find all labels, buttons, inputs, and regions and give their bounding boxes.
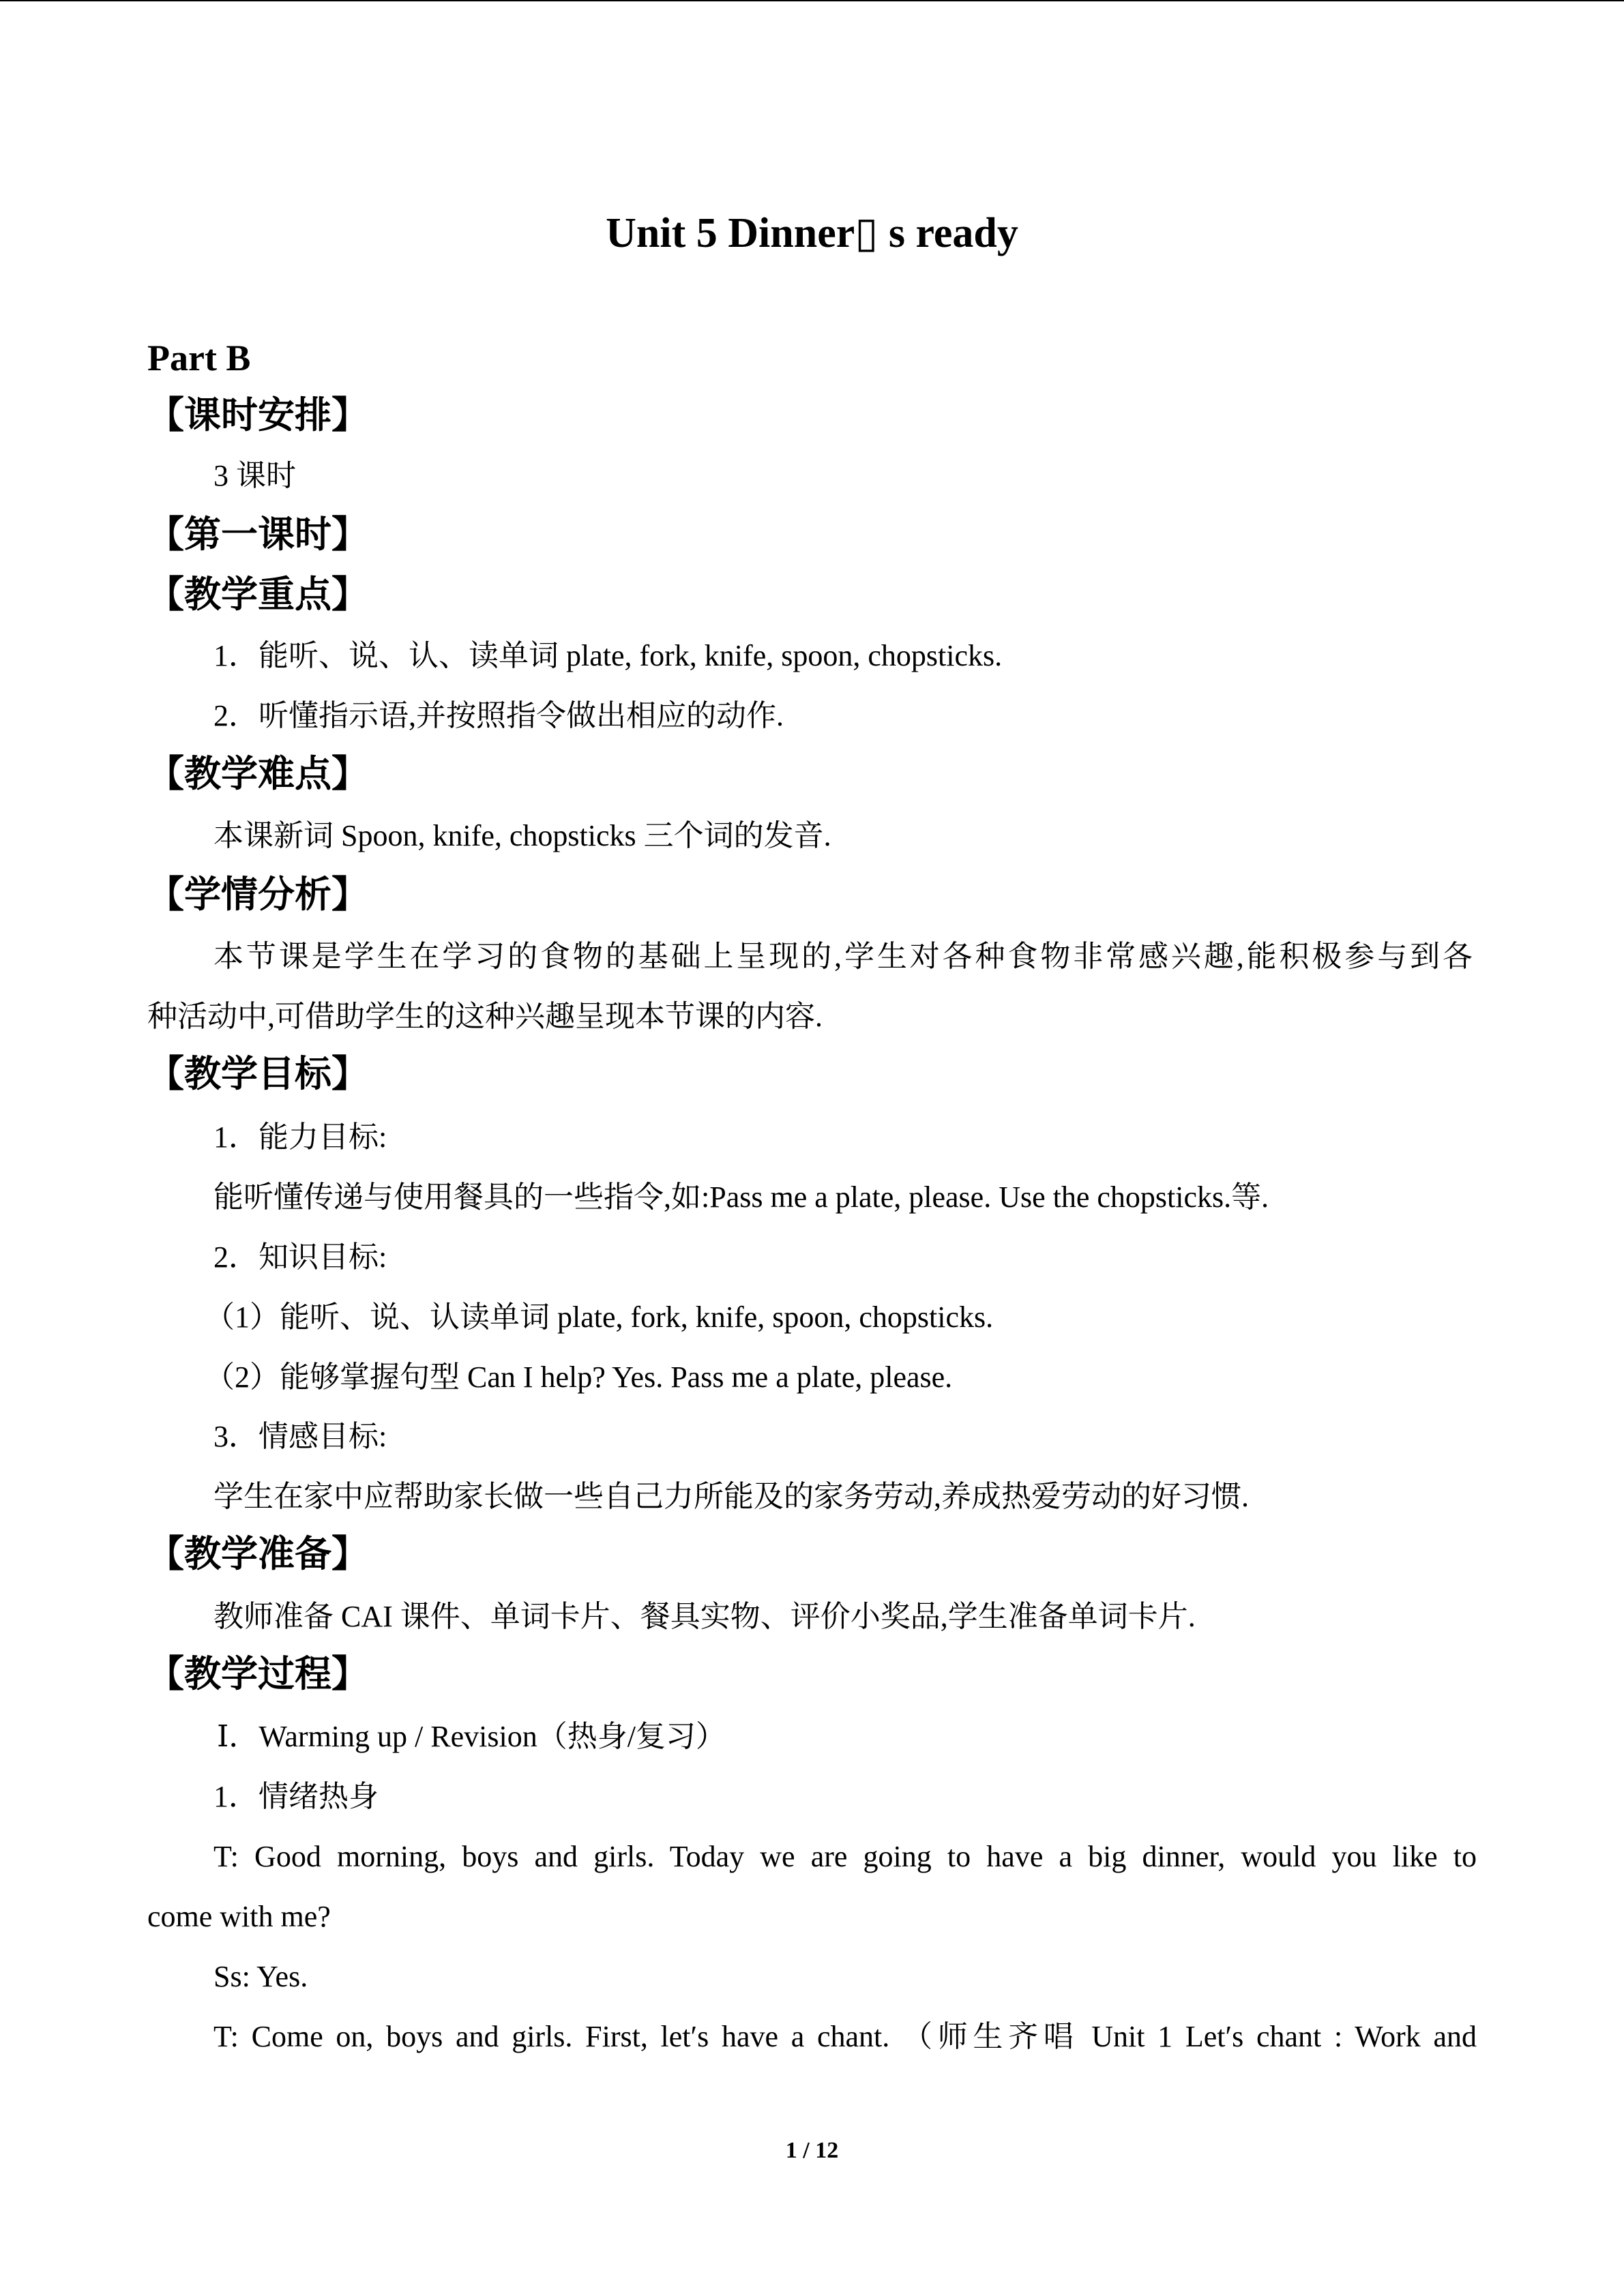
page-number: 1 / 12 xyxy=(785,2138,839,2163)
document-title: Unit 5 Dinner▯ s ready xyxy=(606,210,1018,256)
section-heading-process: 【教学过程】 xyxy=(147,1652,368,1695)
section-heading-lesson1: 【第一课时】 xyxy=(147,513,368,556)
analysis-paragraph-line: 种活动中,可借助学生的这种兴趣呈现本节课的内容. xyxy=(147,1000,823,1033)
objective-heading: 3．情感目标: xyxy=(213,1420,387,1453)
section-heading-preparation: 【教学准备】 xyxy=(147,1532,368,1575)
dialog-line: T: Good morning, boys and girls. Today we are going to have a big dinner, would you like to xyxy=(213,1840,1477,1873)
objective-text: （2）能够掌握句型 Can I help? Yes. Pass me a plate, please. xyxy=(205,1360,953,1394)
dialog-line: T: Come on, boys and girls. First, let′s have a chant. （师生齐唱 Unit 1 Let′s chant : Work and xyxy=(213,2020,1477,2053)
objective-text: 学生在家中应帮助家长做一些自己力所能及的家务劳动,养成热爱劳动的好习惯. xyxy=(213,1480,1249,1513)
objective-heading: 2．知识目标: xyxy=(213,1240,387,1274)
section-heading-schedule: 【课时安排】 xyxy=(147,393,368,436)
section-heading-keypoints: 【教学重点】 xyxy=(147,573,368,616)
schedule-text: 3 课时 xyxy=(213,459,296,492)
objective-text: 能听懂传递与使用餐具的一些指令,如:Pass me a plate, please. Use the chopsticks.等. xyxy=(213,1180,1269,1214)
section-heading-difficulties: 【教学难点】 xyxy=(147,752,368,795)
objective-text: （1）能听、说、认读单词 plate, fork, knife, spoon, chopsticks. xyxy=(205,1300,994,1334)
section-heading-objectives: 【教学目标】 xyxy=(147,1052,368,1095)
objective-heading: 1．能力目标: xyxy=(213,1120,387,1154)
preparation-text: 教师准备 CAI 课件、单词卡片、餐具实物、评价小奖品,学生准备单词卡片. xyxy=(213,1600,1196,1633)
analysis-paragraph-line: 本节课是学生在学习的食物的基础上呈现的,学生对各种食物非常感兴趣,能积极参与到各 xyxy=(213,940,1473,973)
keypoint-item: 2．听懂指示语,并按照指令做出相应的动作. xyxy=(213,699,784,732)
section-heading-analysis: 【学情分析】 xyxy=(147,873,368,916)
difficulty-text: 本课新词 Spoon, knife, chopsticks 三个词的发音. xyxy=(213,819,831,852)
part-heading: Part B xyxy=(147,338,251,378)
process-step: Ⅰ．Warming up / Revision（热身/复习） xyxy=(217,1720,726,1753)
keypoint-item: 1．能听、说、认、读单词 plate, fork, knife, spoon, chopsticks. xyxy=(213,639,1003,672)
process-substep: 1．情绪热身 xyxy=(213,1780,379,1813)
dialog-line: come with me? xyxy=(147,1900,331,1933)
dialog-line: Ss: Yes. xyxy=(213,1960,308,1993)
